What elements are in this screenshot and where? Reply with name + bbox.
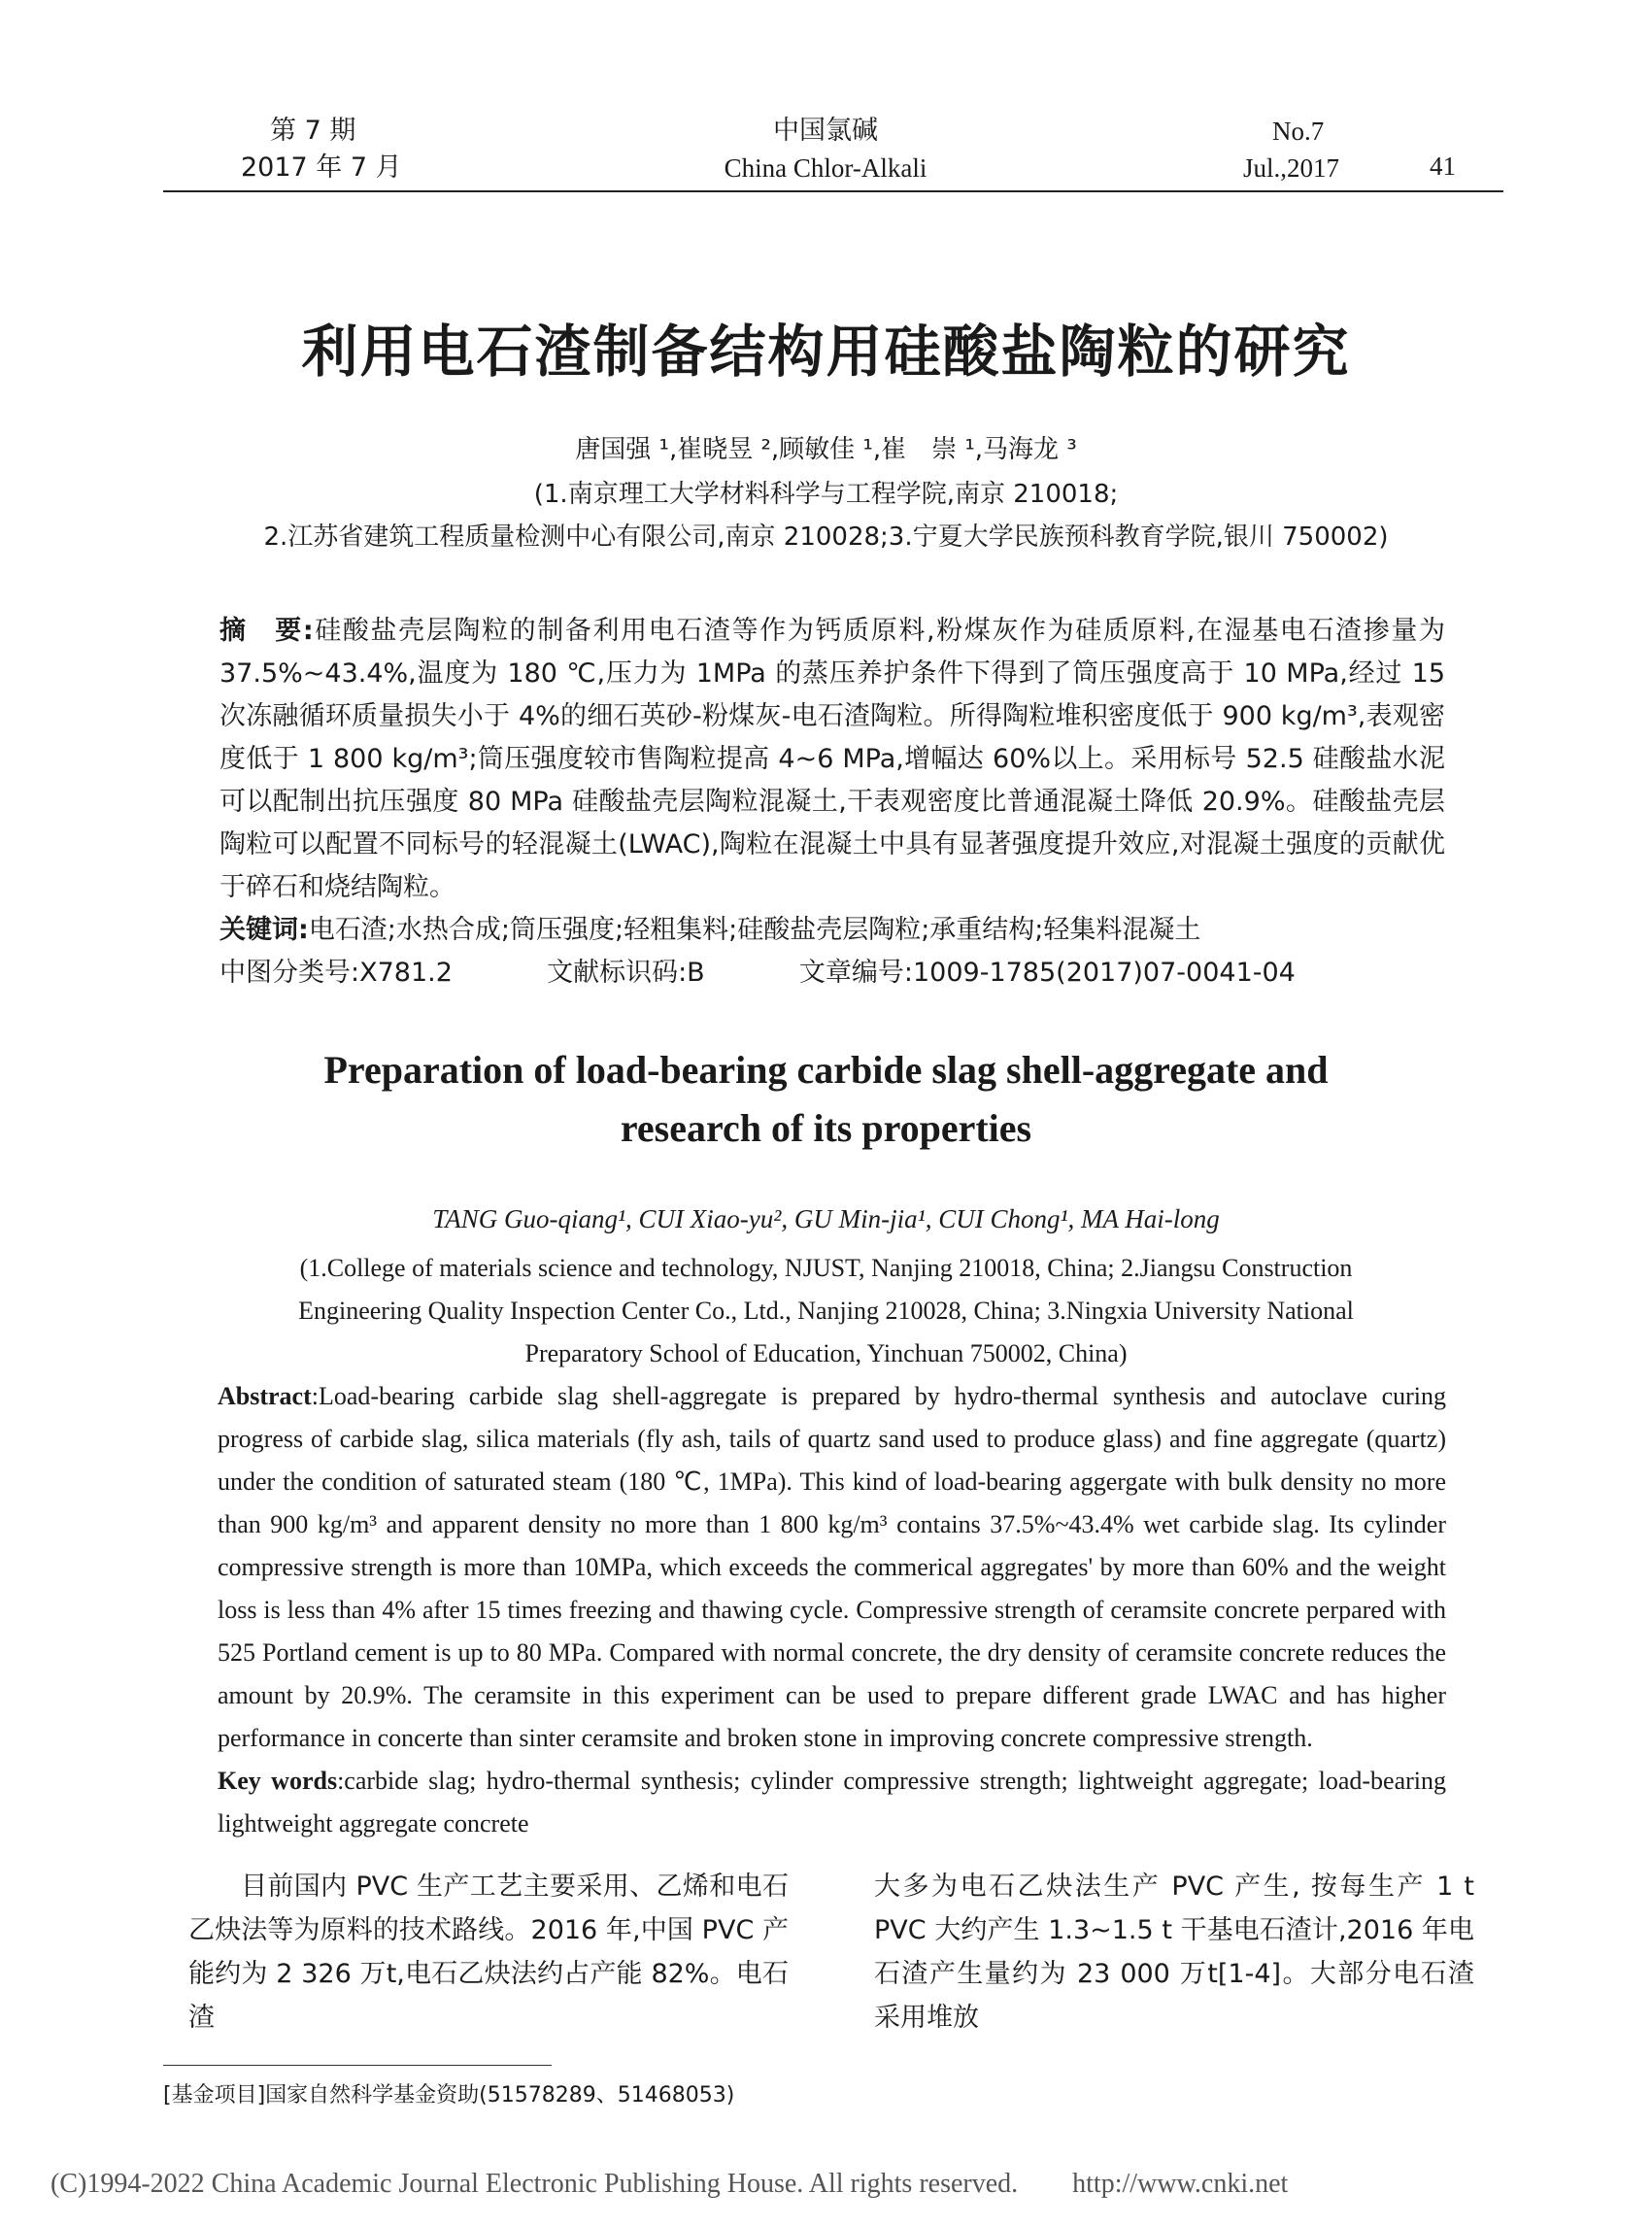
keywords-cn-text: 电石渣;水热合成;筒压强度;轻粗集料;硅酸盐壳层陶粒;承重结构;轻集料混凝土 <box>308 915 1201 945</box>
header-rule <box>163 190 1503 192</box>
authors-en: TANG Guo-qiang¹, CUI Xiao-yu², GU Min-jia¹, CUI Chong¹, MA Hai-long <box>432 1204 1220 1233</box>
abstract-en-label: Abstract <box>218 1382 312 1410</box>
affiliation-en-1: (1.College of materials science and technology, NJUST, Nanjing 210018, China; 2.Jiangsu Construction <box>299 1254 1353 1282</box>
keywords-en <box>218 1760 1446 1845</box>
page-number: 41 <box>1430 152 1456 181</box>
title-en <box>0 1041 1652 1158</box>
keywords-cn-label: 关键词: <box>219 915 309 945</box>
header-journal-cn: 中国氯碱 <box>773 116 878 146</box>
affiliation-cn-1: (1.南京理工大学材料科学与工程学院,南京 210018; <box>533 480 1119 509</box>
copyright-notice: (C)1994-2022 China Academic Journal Electronic Publishing House. All rights reserved. http://www.cnki.net <box>51 2169 1289 2199</box>
abstract-en-block <box>218 1375 1446 1845</box>
header-date-cn: 2017 年 7 月 <box>241 152 402 183</box>
header-issue-en: No.7 <box>1272 117 1325 146</box>
body-paragraph-right: 大多为电石乙炔法生产 PVC 产生, 按每生产 1 t PVC 大约产生 1.3~1.5 t 干基电石渣计,2016 年电石渣产生量约为 23 000 万t[1-4]。大部分电石渣采用堆放 <box>874 1872 1474 2033</box>
abstract-cn-label: 摘 要: <box>219 616 314 646</box>
body-paragraph-left: 目前国内 PVC 生产工艺主要采用、乙烯和电石乙炔法等为原料的技术路线。2016 年,中国 PVC 产能约为 2 326 万t,电石乙炔法约占产能 82%。电石渣 <box>188 1872 789 2033</box>
fund-note: [基金项目]国家自然科学基金资助(51578289、51468053) <box>163 2083 735 2108</box>
affiliation-en-3: Preparatory School of Education, Yinchuan 750002, China) <box>524 1339 1128 1367</box>
body-column-right <box>874 1865 1474 2040</box>
affiliation-cn-2: 2.江苏省建筑工程质量检测中心有限公司,南京 210028;3.宁夏大学民族预科教育学院,银川 750002) <box>263 523 1389 552</box>
keywords-en-label: Key words <box>218 1767 338 1795</box>
header-journal-en: China Chlor-Alkali <box>724 153 927 183</box>
document-code: 文献标识码:B <box>547 958 705 988</box>
authors-cn: 唐国强 ¹,崔晓昱 ²,顾敏佳 ¹,崔 崇 ¹,马海龙 ³ <box>575 435 1077 464</box>
title-en-line-2: research of its properties <box>620 1106 1032 1150</box>
header-issue-cn: 第 7 期 <box>270 116 356 146</box>
clc-number: 中图分类号:X781.2 <box>219 958 453 988</box>
title-en-line-1: Preparation of load-bearing carbide slag shell-aggregate and <box>323 1048 1329 1092</box>
keywords-cn <box>219 909 1445 952</box>
abstract-cn-block <box>219 610 1445 995</box>
abstract-en-text: :Load-bearing carbide slag shell-aggregate is prepared by hydro-thermal synthesis and autoclave curing progress of carbide slag, silica materials (fly ash, tails of quartz sand used to produce glass) and fine aggregate (quartz) under the condition of saturated steam (180 ℃, 1MPa). This kind of load-bearing aggergate with bulk density no more than 900 kg/m³ and apparent density no more than 1 800 kg/m³ contains 37.5%~43.4% wet carbide slag. Its cylinder compressive strength is more than 10MPa, which exceeds the commerical aggregates' by more than 60% and the weight loss is less than 4% after 15 times freezing and thawing cycle. Compressive strength of ceramsite concrete perpared with 525 Portland cement is up to 80 MPa. Compared with normal concrete, the dry density of ceramsite concrete reduces the amount by 20.9%. The ceramsite in this experiment can be used to prepare different grade LWAC and has higher performance in concerte than sinter ceramsite and broken stone in improving concrete compressive strength. <box>218 1382 1446 1752</box>
body-column-left <box>188 1865 789 2040</box>
abstract-en <box>218 1375 1446 1760</box>
title-cn: 利用电石渣制备结构用硅酸盐陶粒的研究 <box>301 319 1351 385</box>
abstract-cn <box>219 610 1445 909</box>
abstract-cn-text: 硅酸盐壳层陶粒的制备利用电石渣等作为钙质原料,粉煤灰作为硅质原料,在湿基电石渣掺量为 37.5%~43.4%,温度为 180 ℃,压力为 1MPa 的蒸压养护条件下得到了筒压强度高于 10 MPa,经过 15 次冻融循环质量损失小于 4%的细石英砂-粉煤灰-电石渣陶粒。所得陶粒堆积密度低于 900 kg/m³,表观密度低于 1 800 kg/m³;筒压强度较市售陶粒提高 4~6 MPa,增幅达 60%以上。采用标号 52.5 硅酸盐水泥可以配制出抗压强度 80 MPa 硅酸盐壳层陶粒混凝土,干表观密度比普通混凝土降低 20.9%。硅酸盐壳层陶粒可以配置不同标号的轻混凝土(LWAC),陶粒在混凝土中具有显著强度提升效应,对混凝土强度的贡献优于碎石和烧结陶粒。 <box>219 616 1445 902</box>
footnote-rule <box>163 2065 552 2066</box>
keywords-en-text: :carbide slag; hydro-thermal synthesis; cylinder compressive strength; lightweight aggregate; load-bearing lightweight aggregate concrete <box>218 1767 1446 1838</box>
affiliation-en-2: Engineering Quality Inspection Center Co., Ltd., Nanjing 210028, China; 3.Ningxia University National <box>298 1297 1354 1325</box>
classification-line <box>219 952 1445 995</box>
header-date-en: Jul.,2017 <box>1243 153 1340 183</box>
article-number: 文章编号:1009-1785(2017)07-0041-04 <box>798 958 1296 988</box>
